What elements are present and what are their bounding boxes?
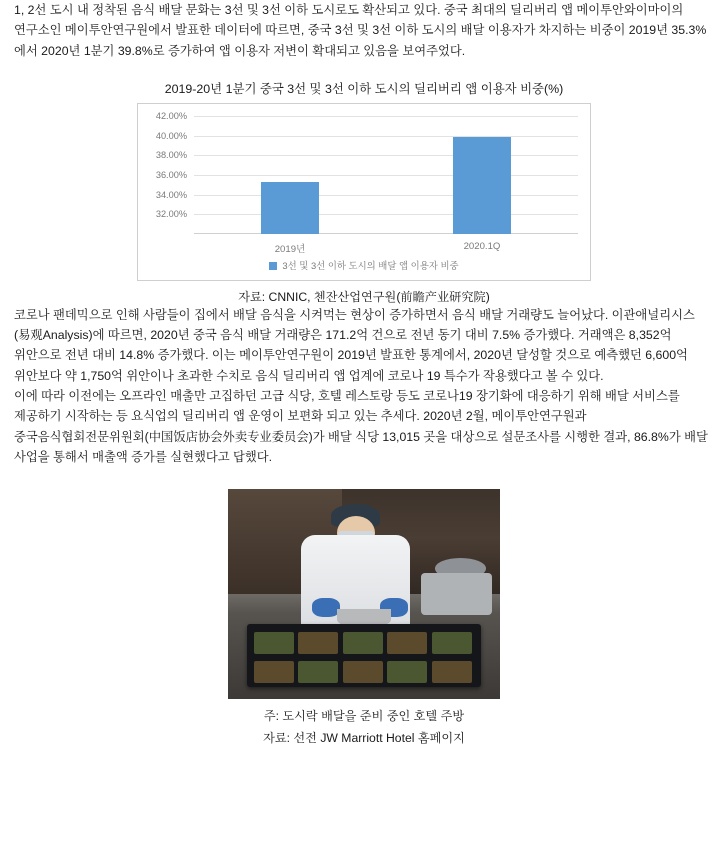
chart-gridline — [155, 130, 578, 141]
chart-source-caption: 자료: CNNIC, 첸잔산업연구원(前瞻产业研究院) — [238, 289, 490, 304]
photo-lunchbox-cell — [432, 661, 472, 684]
chart-x-tick-label: 2020.1Q — [463, 240, 501, 252]
chart-plot-area — [155, 110, 578, 255]
photo-lunchbox-cell — [343, 661, 383, 684]
photo-source: 자료: 선전 JW Marriott Hotel 홈페이지 — [263, 731, 465, 746]
photo-lunchbox-cell — [343, 632, 383, 655]
photo-chef-glove-left — [312, 598, 339, 617]
chart-legend — [138, 258, 590, 272]
photo-note: 주: 도시락 배달을 준비 중인 호텔 주방 — [263, 709, 465, 724]
chart-bar — [453, 137, 511, 233]
chart-block — [137, 79, 591, 305]
chart-y-tick-label: 38.00% — [155, 150, 187, 161]
hotel-kitchen-photo — [228, 489, 500, 699]
chart-gridline — [155, 169, 578, 180]
chart-y-tick-label: 36.00% — [155, 169, 187, 180]
chart-title: 2019-20년 1분기 중국 3선 및 3선 이하 도시의 딜리버리 앱 이용자 비중(%) — [164, 81, 564, 96]
photo-lunchbox-cell — [387, 661, 427, 684]
paragraph-1: 1, 2선 도시 내 정착된 음식 배달 문화는 3선 및 3선 이하 도시로도 확산되고 있다. 중국 최대의 딜리버리 앱 메이투안와이마이의 연구소인 메이투안연구원에서 발표한 데이터에 따르면, 중국 3선 및 3선 이하 도시의 배달 이용자가 차지하는 비중이 2019년 35.3%에서 2020년 1분기 39.8%로 증가하여 앱 이용자 저변이 확대되고 있음을 보여주었다. — [14, 3, 707, 58]
chart-y-tick-label: 40.00% — [155, 130, 187, 141]
photo-lunchbox-cell — [298, 632, 338, 655]
chart-gridline — [155, 110, 578, 121]
chart-y-tick-label: 34.00% — [155, 189, 187, 200]
photo-pot — [421, 573, 492, 615]
photo-lunchbox-cell — [387, 632, 427, 655]
chart-gridline — [155, 189, 578, 200]
chart-figure — [137, 103, 591, 281]
chart-x-tick-label: 2019년 — [274, 243, 306, 255]
chart-y-tick-label: 42.00% — [155, 110, 187, 121]
paragraph-2: 코로나 팬데믹으로 인해 사람들이 집에서 배달 음식을 시켜먹는 현상이 증가하면서 음식 배달 거래량도 늘어났다. 이관애널리시스(易观Analysis)에 따르면, 2020년 중국 음식 배달 거래량은 171.2억 건으로 전년 동기 대비 7.5% 증가했다. 거래액은 8,352억 위안으로 전년 대비 14.8% 증가했다. 이는 메이투안연구원이 2019년 발표한 통계에서, 2020년 달성할 것으로 예측했던 6,600억 위안보다 약 1,750억 위안이나 초과한 수치로 음식 딜리버리 앱 업계에 코로나 19 특수가 작용했다고 볼 수 있다. — [14, 307, 695, 383]
legend-swatch-icon — [269, 262, 277, 270]
legend-label: 3선 및 3선 이하 도시의 배달 앱 이용자 비중 — [282, 259, 459, 271]
photo-lunchbox-tray — [247, 624, 481, 687]
chart-gridline — [155, 209, 578, 220]
chart-x-axis — [194, 233, 578, 234]
chart-gridline — [155, 150, 578, 161]
photo-lunchbox-cell — [254, 632, 294, 655]
chart-bar — [261, 182, 319, 234]
paragraph-3: 이에 따라 이전에는 오프라인 매출만 고집하던 고급 식당, 호텔 레스토랑 등도 코로나19 장기화에 대응하기 위해 배달 서비스를 제공하기 시작하는 등 요식업의 딜리버리 앱 운영이 보편화 되고 있는 추세다. 2020년 2월, 메이투안연구원과 중국음식협회전문위원회(中国饭店协会外卖专业委员会)가 배달 식당 13,015 곳을 대상으로 설문조사를 시행한 결과, 86.8%가 배달 사업을 통해서 매출액 증가를 실현했다고 답했다. — [14, 388, 708, 464]
photo-lunchbox-cell — [298, 661, 338, 684]
photo-lunchbox-cell — [254, 661, 294, 684]
photo-block — [228, 489, 500, 746]
chart-y-tick-label: 32.00% — [155, 209, 187, 220]
photo-lunchbox-cell — [432, 632, 472, 655]
